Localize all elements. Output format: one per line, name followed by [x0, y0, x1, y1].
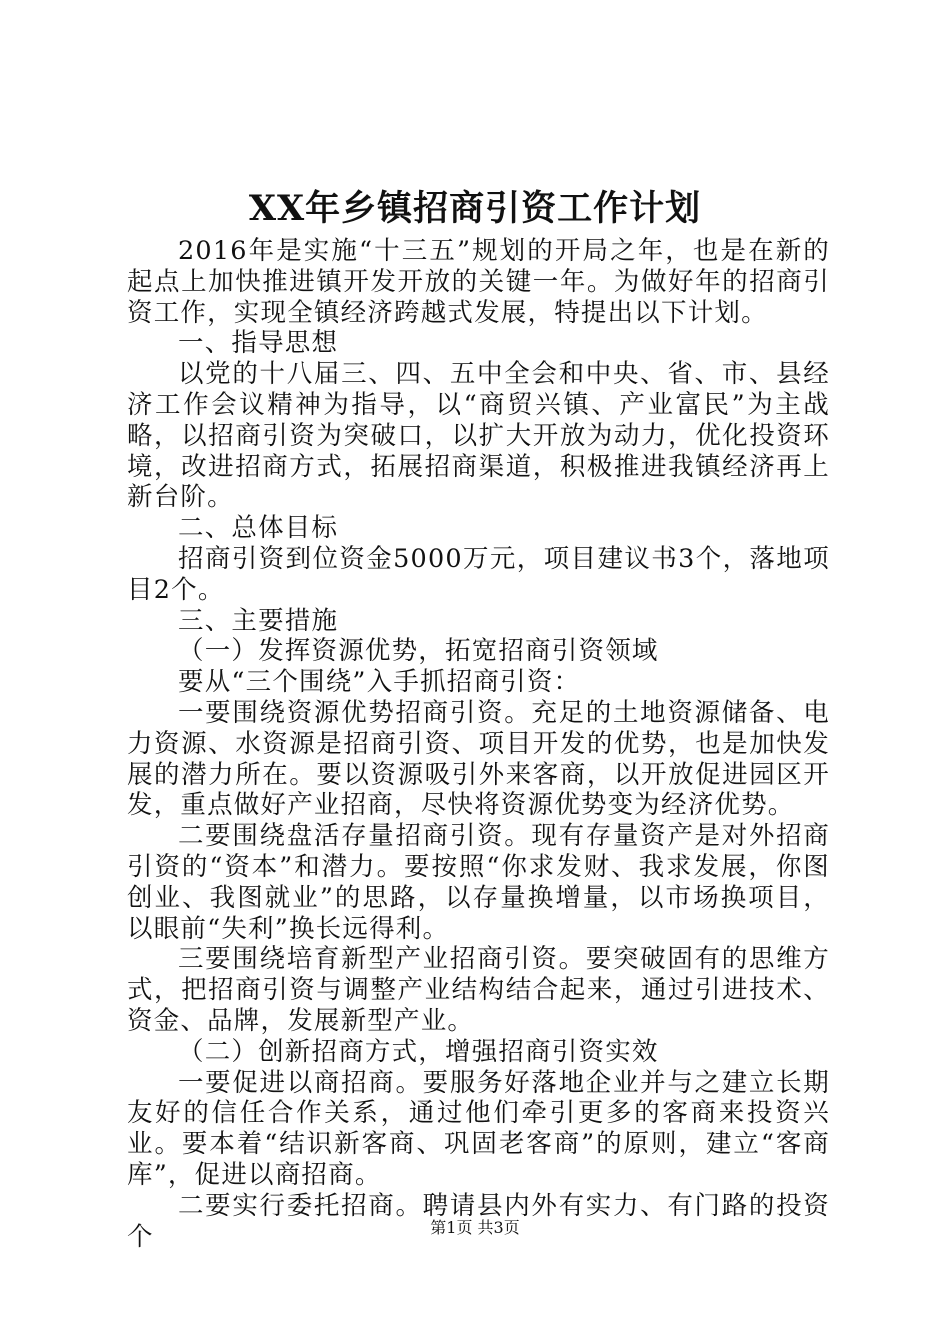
body-paragraph: 二要实行委托招商。聘请县内外有实力、有门路的投资个 — [127, 1190, 830, 1252]
section-heading-overall-goal: 二、总体目标 — [178, 513, 339, 544]
guiding-ideology-paragraph: 以党的十八届三、四、五中全会和中央、省、市、县经济工作会议精神为指导，以“商贸兴镇、产业富民”为主战略，以招商引资为突破口，以扩大开放为动力，优化投资环境，改进招商方式，拓展招商渠道，积极推进我镇经济再上新台阶。 — [127, 359, 830, 513]
body-paragraph: 二要围绕盘活存量招商引资。现有存量资产是对外招商引资的“资本”和潜力。要按照“你求发财、我求发展，你图创业、我图就业”的思路，以存量换增量，以市场换项目，以眼前“失利”换长远得利。 — [127, 821, 830, 944]
body-paragraph: 要从“三个围绕”入手抓招商引资： — [178, 667, 581, 698]
overall-goal-paragraph: 招商引资到位资金5000万元，项目建议书3个，落地项目2个。 — [127, 543, 830, 605]
section-heading-guiding-ideology: 一、指导思想 — [178, 328, 339, 359]
body-paragraph: 三要围绕培育新型产业招商引资。要突破固有的思维方式，把招商引资与调整产业结构结合起来，通过引进技术、资金、品牌，发展新型产业。 — [127, 944, 830, 1036]
body-paragraph: 一要促进以商招商。要服务好落地企业并与之建立长期友好的信任合作关系，通过他们牵引更多的客商来投资兴业。要本着“结识新客商、巩固老客商”的原则，建立“客商库”，促进以商招商。 — [127, 1067, 830, 1190]
document-body — [127, 236, 830, 1252]
intro-paragraph: 2016年是实施“十三五”规划的开局之年，也是在新的起点上加快推进镇开发开放的关键一年。为做好年的招商引资工作，实现全镇经济跨越式发展，特提出以下计划。 — [127, 236, 830, 328]
subsection-heading-1: （一）发挥资源优势，拓宽招商引资领域 — [178, 636, 659, 667]
subsection-heading-2: （二）创新招商方式，增强招商引资实效 — [178, 1036, 659, 1067]
document-title: XX年乡镇招商引资工作计划 — [248, 188, 702, 229]
body-paragraph: 一要围绕资源优势招商引资。充足的土地资源储备、电力资源、水资源是招商引资、项目开发的优势，也是加快发展的潜力所在。要以资源吸引外来客商，以开放促进园区开发，重点做好产业招商，尽快将资源优势变为经济优势。 — [127, 697, 830, 821]
section-heading-main-measures: 三、主要措施 — [178, 605, 339, 636]
page-number-footer: 第1页 共3页 — [430, 1218, 520, 1237]
